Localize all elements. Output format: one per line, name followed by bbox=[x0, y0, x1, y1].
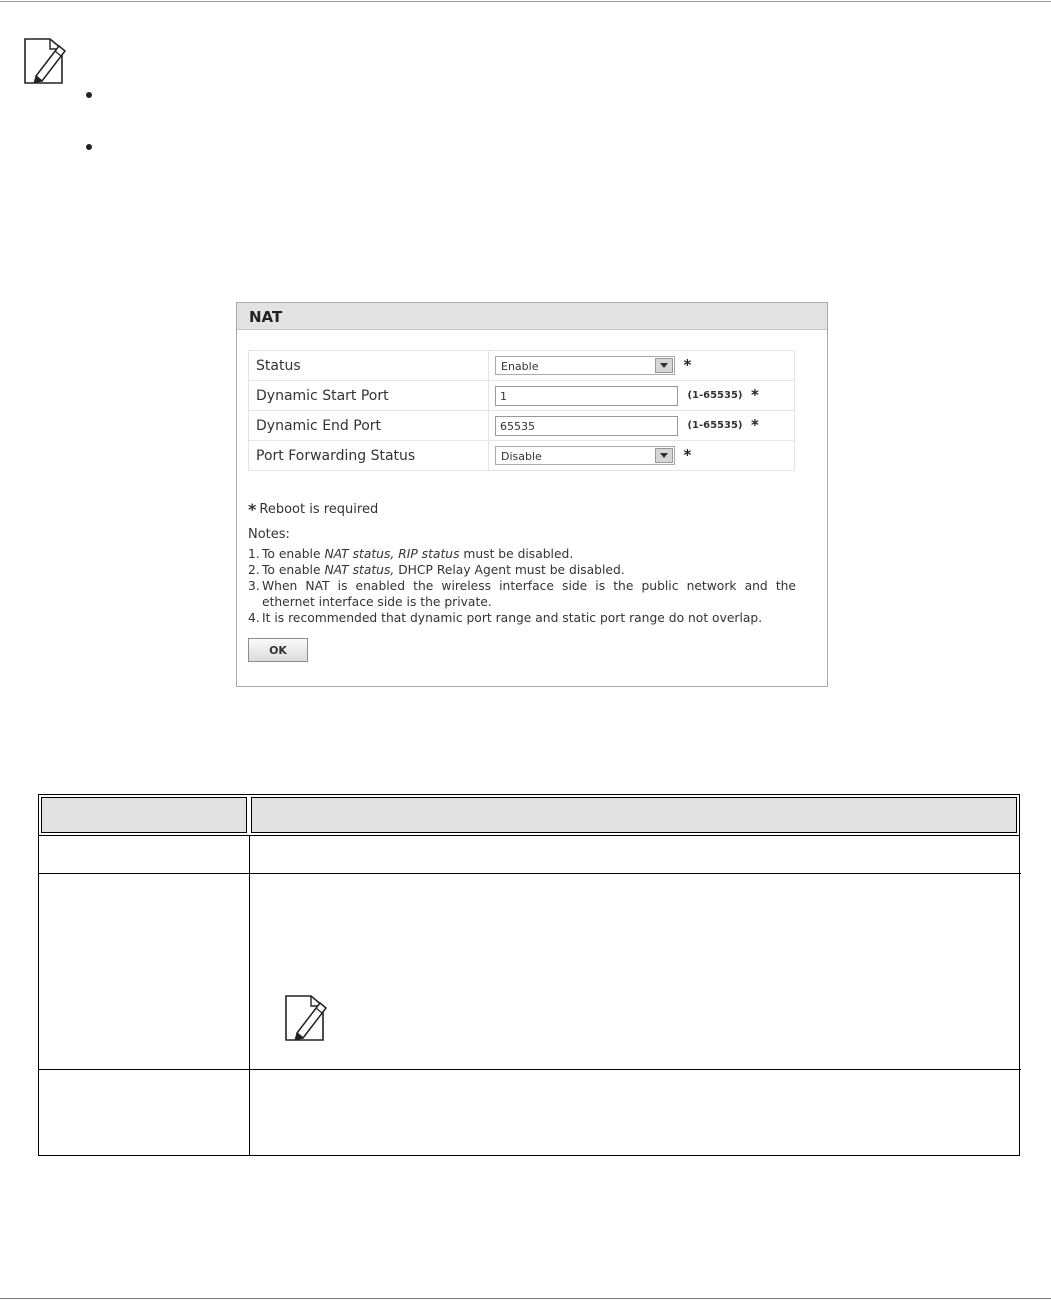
table-body bbox=[38, 836, 1020, 1156]
reboot-mark: * bbox=[248, 500, 257, 519]
required-mark: * bbox=[683, 356, 692, 374]
header-cell-parameter bbox=[41, 797, 247, 833]
port-forwarding-status-row bbox=[249, 441, 795, 471]
status-row bbox=[249, 351, 795, 381]
note-item: 4. It is recommended that dynamic port range and static port range do not overlap. bbox=[248, 611, 763, 625]
bullet-1 bbox=[86, 92, 92, 98]
ok-button[interactable]: OK bbox=[248, 638, 308, 662]
note-pencil-icon bbox=[22, 36, 70, 86]
dynamic-start-port-row bbox=[249, 381, 795, 411]
bullet-2 bbox=[86, 144, 92, 150]
dynamic-end-port-input[interactable]: 65535 bbox=[495, 416, 678, 436]
notes-title: Notes: bbox=[248, 527, 290, 542]
port-range-hint: (1-65535) bbox=[687, 390, 743, 401]
table-header bbox=[38, 794, 1020, 836]
required-mark: * bbox=[750, 385, 759, 404]
chevron-down-icon[interactable] bbox=[655, 358, 673, 373]
required-mark: * bbox=[750, 415, 759, 434]
bottom-rule bbox=[0, 1298, 1051, 1299]
port-forwarding-status-select[interactable]: Disable bbox=[495, 446, 675, 465]
parameter-table bbox=[38, 794, 1020, 1156]
status-label: Status bbox=[249, 351, 489, 381]
table-row bbox=[39, 1069, 1021, 1070]
notes-list bbox=[248, 546, 796, 626]
port-forwarding-status-label: Port Forwarding Status bbox=[249, 441, 489, 471]
nat-form bbox=[248, 350, 795, 471]
reboot-text: Reboot is required bbox=[259, 502, 379, 517]
port-range-hint: (1-65535) bbox=[687, 420, 743, 431]
note-pencil-icon bbox=[283, 993, 331, 1043]
dynamic-start-port-label: Dynamic Start Port bbox=[249, 381, 489, 411]
dynamic-end-port-label: Dynamic End Port bbox=[249, 411, 489, 441]
dynamic-end-port-row bbox=[249, 411, 795, 441]
top-rule bbox=[0, 1, 1051, 2]
required-mark: * bbox=[683, 446, 692, 464]
reboot-notice bbox=[248, 500, 378, 519]
header-cell-description bbox=[251, 797, 1017, 833]
note-item: 3. When NAT is enabled the wireless interface side is the public network and the ethernet interface side is the private. bbox=[248, 579, 796, 609]
nat-panel bbox=[236, 302, 828, 687]
status-select[interactable]: Enable bbox=[495, 356, 675, 375]
table-row bbox=[39, 873, 1021, 874]
chevron-down-icon[interactable] bbox=[655, 448, 673, 463]
panel-title: NAT bbox=[237, 303, 827, 330]
dynamic-start-port-input[interactable]: 1 bbox=[495, 386, 678, 406]
note-item: 2. To enable NAT status, DHCP Relay Agent must be disabled. bbox=[248, 563, 625, 577]
note-item: 1. To enable NAT status, RIP status must be disabled. bbox=[248, 547, 574, 561]
